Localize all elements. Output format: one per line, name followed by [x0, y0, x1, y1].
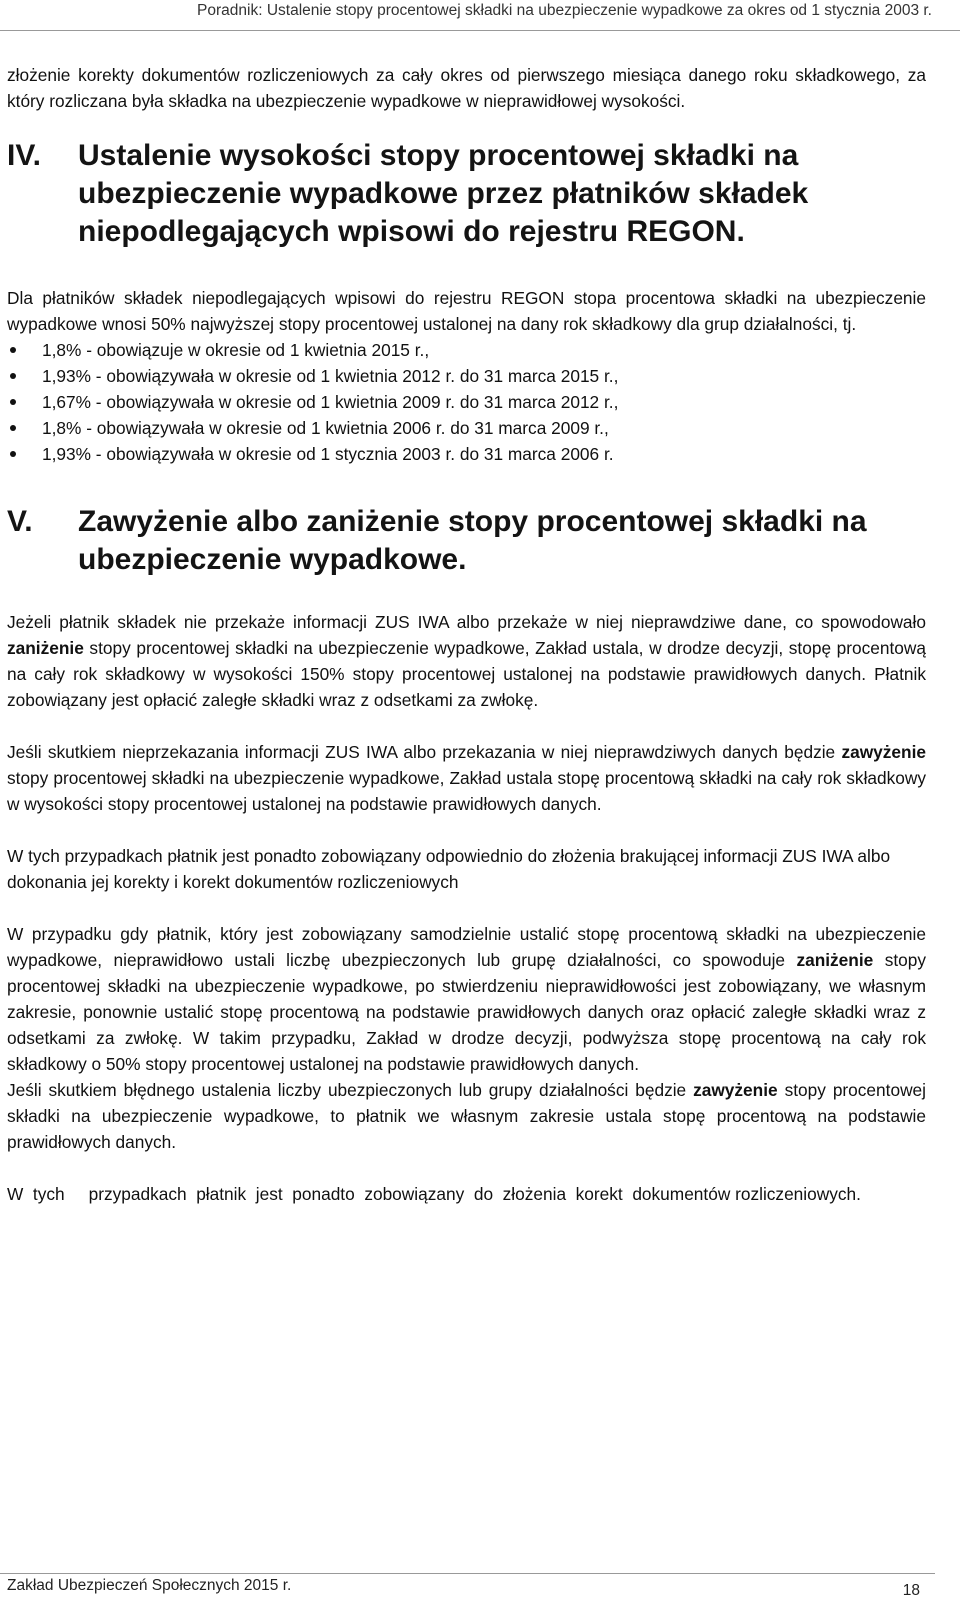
section-v-paragraph-4	[7, 921, 926, 1077]
text-run: Jeśli skutkiem nieprzekazania informacji ZUS IWA albo przekazania w niej nieprawdziwych danych będzie	[7, 742, 842, 762]
rate-list	[7, 337, 926, 467]
section-iv-title: Ustalenie wysokości stopy procentowej składki na ubezpieczenie wypadkowe przez płatników składek niepodlegających wpisowi do rejestru REGON.	[78, 139, 809, 248]
list-item: 1,67% - obowiązywała w okresie od 1 kwietnia 2009 r. do 31 marca 2012 r.,	[7, 389, 926, 415]
emphasis-zanizenie: zaniżenie	[796, 950, 874, 970]
text-run: stopy procentowej składki na ubezpieczenie wypadkowe, Zakład ustala, w drodze decyzji, stopę procentową na cały rok składkowy w wysokości 150% stopy procentowej ustalonej na podstawie prawidłowych danych. Płatnik zobowiązany jest opłacić zaległe składki wraz z odsetkami za zwłokę.	[7, 638, 926, 710]
section-v-paragraph-2	[7, 739, 926, 817]
section-v-number: V.	[7, 505, 33, 538]
list-item: 1,93% - obowiązywała w okresie od 1 stycznia 2003 r. do 31 marca 2006 r.	[7, 441, 926, 467]
running-title: Poradnik: Ustalenie stopy procentowej składki na ubezpieczenie wypadkowe za okres od 1 stycznia 2003 r.	[197, 2, 932, 19]
section-iv-heading	[7, 137, 926, 251]
page-number: 18	[902, 1582, 920, 1599]
text-run: Jeżeli płatnik składek nie przekaże informacji ZUS IWA albo przekaże w niej nieprawdziwe dane, co spowodowało	[7, 612, 926, 632]
text-run: stopy procentowej składki na ubezpieczenie wypadkowe, Zakład ustala stopę procentową składki na cały rok składkowy w wysokości stopy procentowej ustalonej na podstawie prawidłowych danych.	[7, 768, 926, 814]
list-item: 1,8% - obowiązuje w okresie od 1 kwietnia 2015 r.,	[7, 337, 926, 363]
section-v-paragraph-6: W tych przypadkach płatnik jest ponadto zobowiązany do złożenia korekt dokumentów rozliczeniowych.	[7, 1184, 861, 1204]
emphasis-zanizenie: zaniżenie	[7, 638, 84, 658]
intro-paragraph: złożenie korekty dokumentów rozliczeniowych za cały okres od pierwszego miesiąca danego roku składkowego, za który rozliczana była składka na ubezpieczenie wypadkowe w nieprawidłowej wysokości.	[7, 65, 926, 111]
emphasis-zawyzenie: zawyżenie	[693, 1080, 778, 1100]
emphasis-zawyzenie: zawyżenie	[841, 742, 926, 762]
page-content	[7, 62, 926, 1207]
page-header	[0, 0, 960, 31]
section-v-heading	[7, 503, 926, 579]
section-v-title: Zawyżenie albo zaniżenie stopy procentowej składki na ubezpieczenie wypadkowe.	[78, 505, 867, 576]
text-run: stopy procentowej składki na ubezpieczenie wypadkowe, po stwierdzeniu nieprawidłowości jest zobowiązany, we własnym zakresie, ponownie ustalić stopę procentową na podstawie prawidłowych danych oraz opłacić zaległe składki wraz z odsetkami za zwłokę. W takim przypadku, Zakład w drodze decyzji, podwyższa stopę procentową na cały rok składkowy o 50% stopy procentowej ustalonej na podstawie prawidłowych danych.	[7, 950, 926, 1074]
text-run: Jeśli skutkiem błędnego ustalenia liczby ubezpieczonych lub grupy działalności będzie	[7, 1080, 694, 1100]
list-item: 1,93% - obowiązywała w okresie od 1 kwietnia 2012 r. do 31 marca 2015 r.,	[7, 363, 926, 389]
text-run: stopy procentowej składki na ubezpieczenie wypadkowe, to płatnik we własnym zakresie ustala stopę procentową na podstawie prawidłowych danych.	[7, 1080, 927, 1152]
text-run: W przypadku gdy płatnik, który jest zobowiązany samodzielnie ustalić stopę procentową składki na ubezpieczenie wypadkowe, nieprawidłowo ustali liczbę ubezpieczonych lub grupę działalności, co spowoduje	[7, 924, 926, 970]
section-iv-paragraph: Dla płatników składek niepodlegających wpisowi do rejestru REGON stopa procentowa składki na ubezpieczenie wypadkowe wnosi 50% najwyższej stopy procentowej ustalonej na dany rok składkowy dla grup działalności, tj.	[7, 288, 926, 334]
section-v-paragraph-5	[7, 1077, 926, 1155]
list-item: 1,8% - obowiązywała w okresie od 1 kwietnia 2006 r. do 31 marca 2009 r.,	[7, 415, 926, 441]
section-iv-number: IV.	[7, 139, 41, 172]
footer-organization: Zakład Ubezpieczeń Społecznych 2015 r.	[7, 1577, 292, 1594]
section-v-paragraph-1	[7, 609, 926, 713]
section-v-paragraph-3: W tych przypadkach płatnik jest ponadto zobowiązany odpowiednio do złożenia brakującej informacji ZUS IWA albo dokonania jej korekty i korekt dokumentów rozliczeniowych	[7, 846, 891, 892]
footer-divider	[0, 1573, 935, 1574]
